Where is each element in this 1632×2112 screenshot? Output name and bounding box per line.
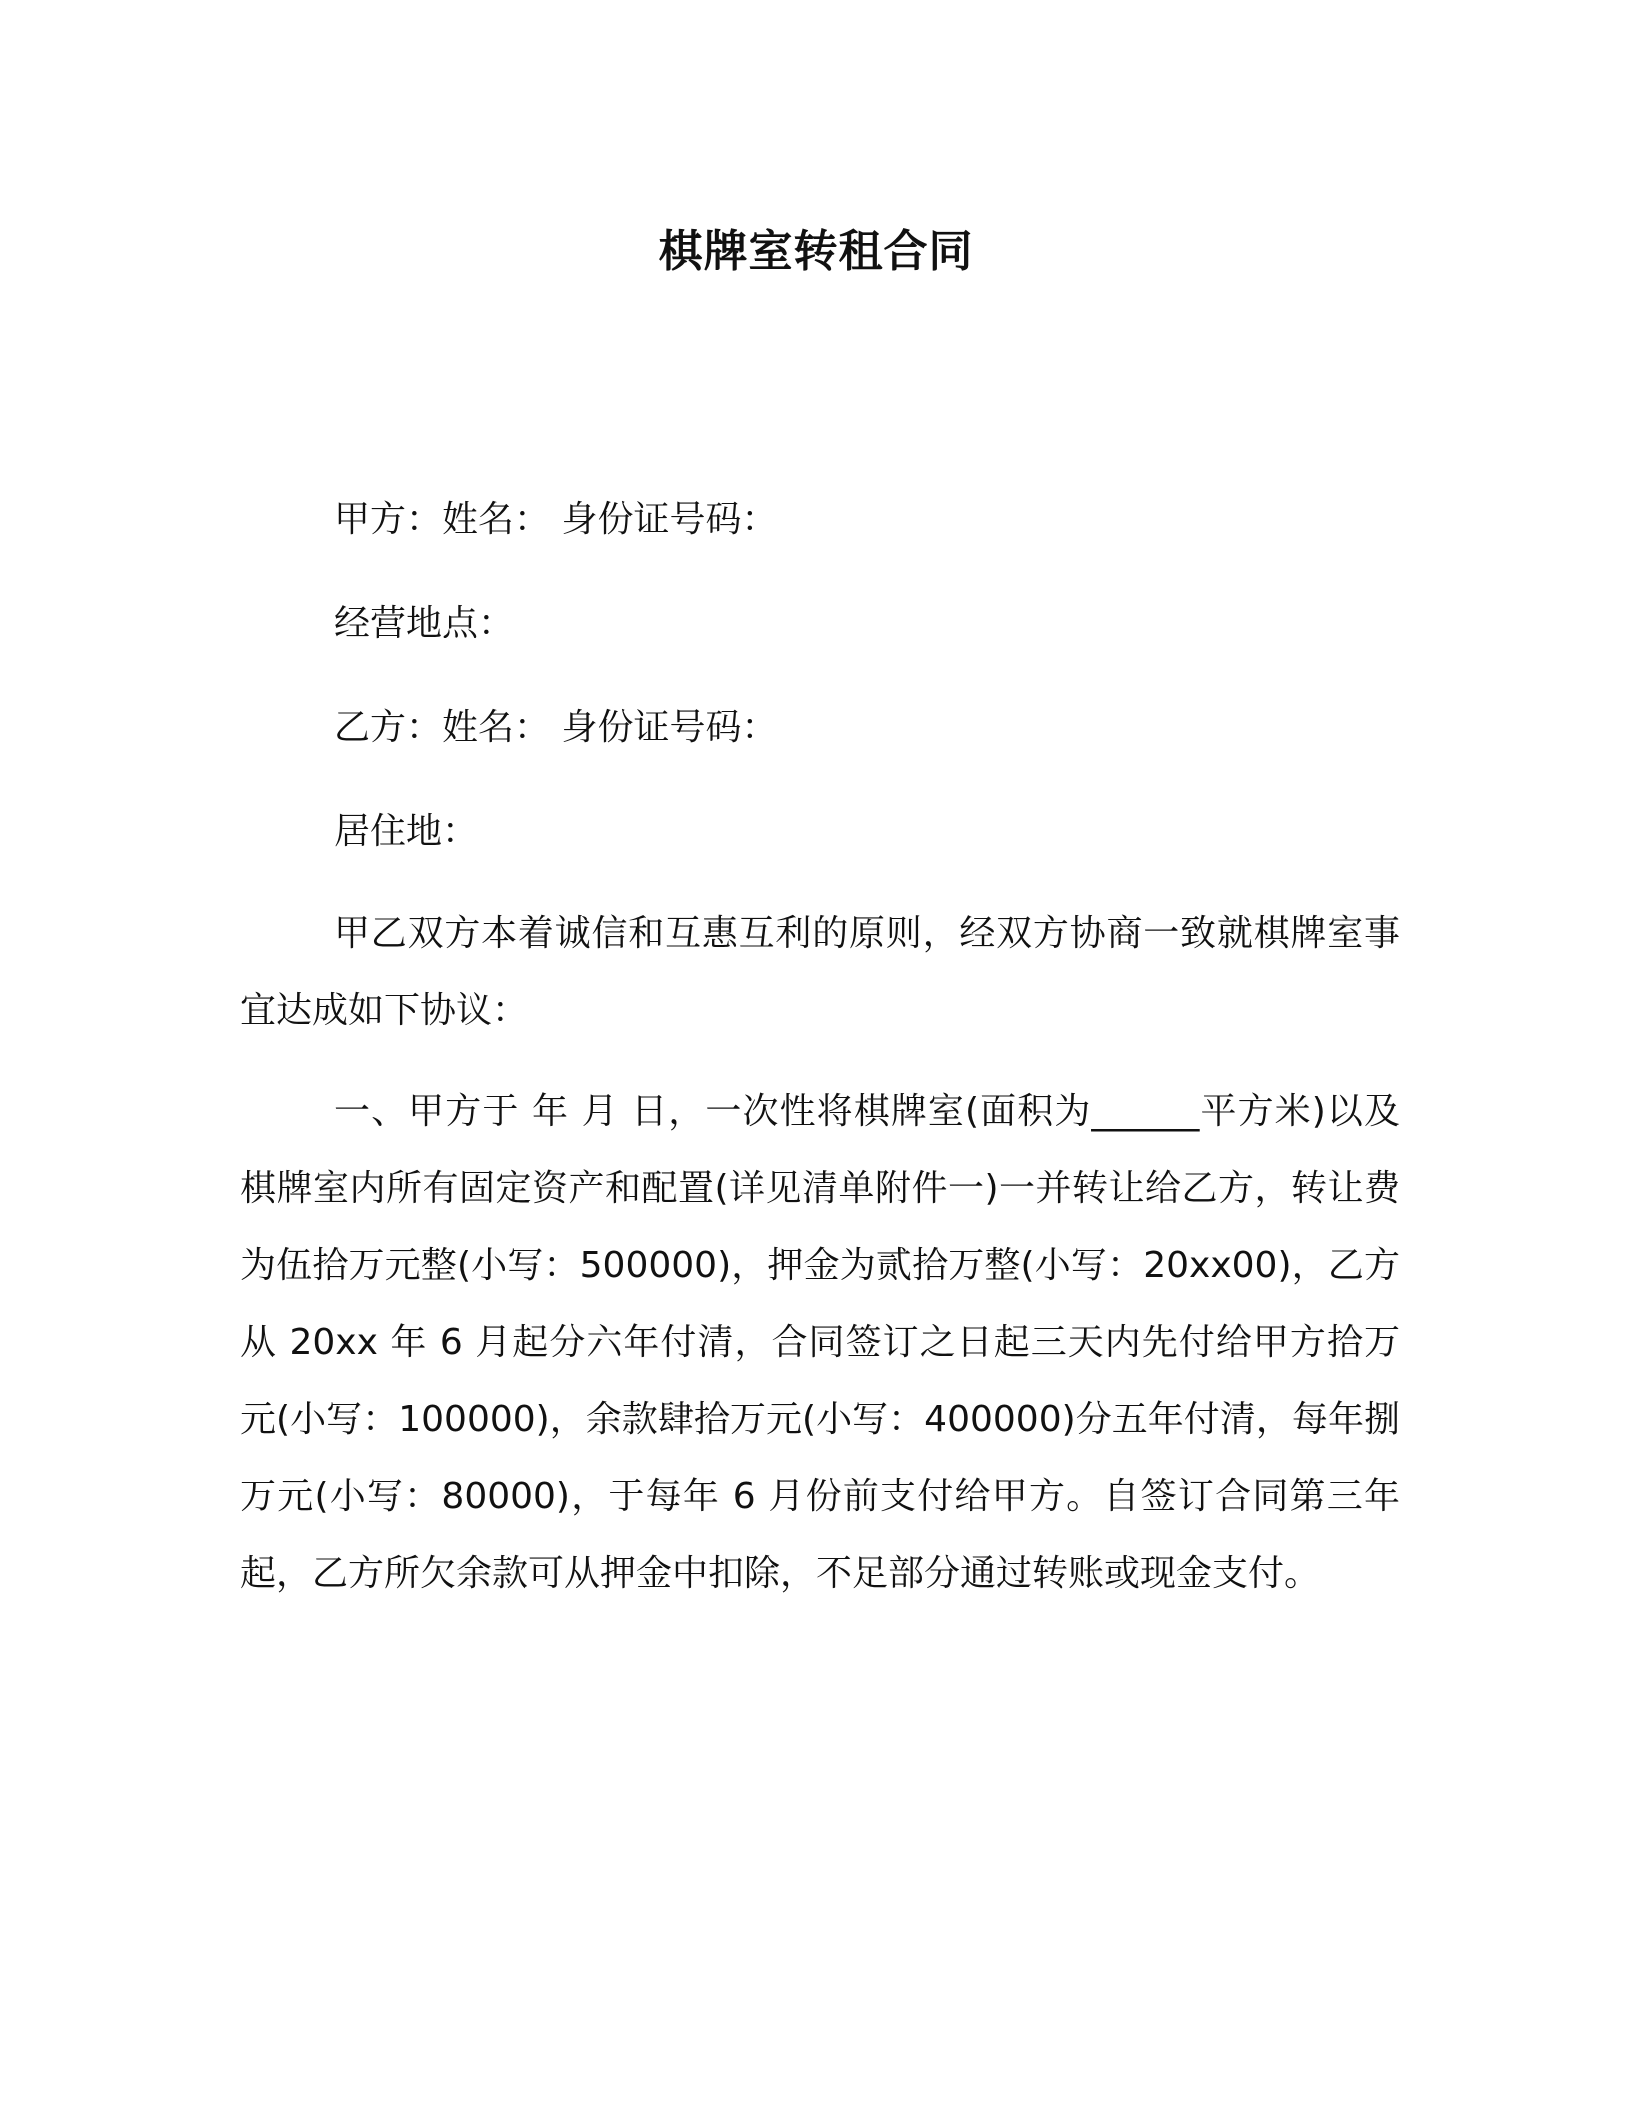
business-location-field: 经营地点： <box>334 603 515 644</box>
document-title: 棋牌室转租合同 <box>658 226 974 277</box>
document-body <box>240 493 1400 1612</box>
residence-field: 居住地： <box>334 811 479 852</box>
party-b-name-id-field: 乙方：姓名： 身份证号码： <box>334 707 778 748</box>
clause-1-paragraph: 一、甲方于 年 月 日，一次性将棋牌室(面积为______平方米)以及棋牌室内所有固定资产和配置(详见清单附件一)一并转让给乙方，转让费为伍拾万元整(小写：500000)，押金为贰拾万整(小写：20xx00)，乙方从 20xx 年 6 月起分六年付清，合同签订之日起三天内先付给甲方拾万元(小写：100000)，余款肆拾万元(小写：400000)分五年付清，每年捌万元(小写：80000)，于每年 6 月份前支付给甲方。自签订合同第三年起，乙方所欠余款可从押金中扣除，不足部分通过转账或现金支付。 <box>240 1091 1400 1594</box>
intro-paragraph: 甲乙双方本着诚信和互惠互利的原则，经双方协商一致就棋牌室事宜达成如下协议： <box>240 913 1400 1031</box>
party-a-name-id-field: 甲方：姓名： 身份证号码： <box>334 499 778 540</box>
